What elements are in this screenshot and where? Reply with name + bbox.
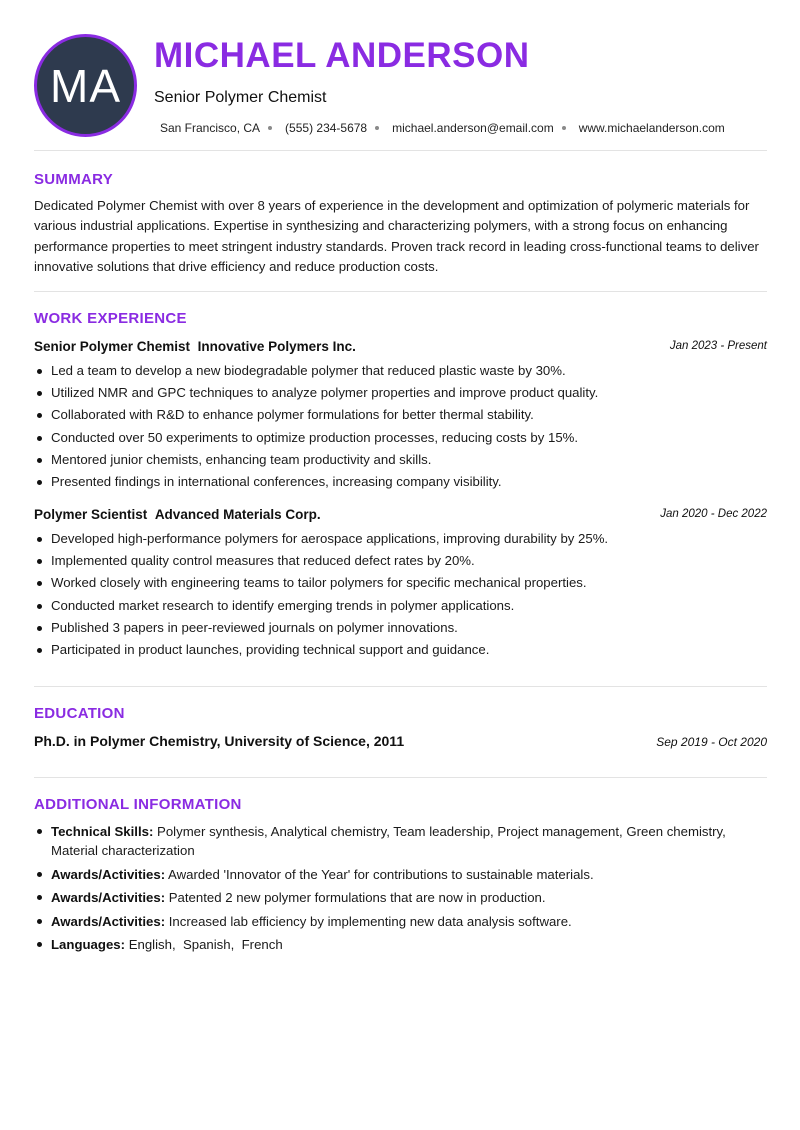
list-item: Utilized NMR and GPC techniques to analyze polymer properties and improve product quality. xyxy=(34,384,767,402)
separator-dot xyxy=(375,126,379,130)
contact-website[interactable]: www.michaelanderson.com xyxy=(578,121,725,135)
candidate-name: MICHAEL ANDERSON xyxy=(154,36,530,75)
additional-heading: ADDITIONAL INFORMATION xyxy=(34,796,242,813)
contact-phone[interactable]: (555) 234-5678 xyxy=(285,121,368,135)
job-role: Polymer Scientist xyxy=(34,507,148,522)
list-item xyxy=(34,865,767,884)
job-header xyxy=(34,507,767,527)
list-item: Published 3 papers in peer-reviewed journals on polymer innovations. xyxy=(34,619,767,637)
resume-header xyxy=(34,34,767,138)
contact-location: San Francisco, CA xyxy=(160,121,261,135)
experience-heading: WORK EXPERIENCE xyxy=(34,310,187,327)
additional-list xyxy=(34,822,767,959)
list-item xyxy=(34,888,767,907)
award-text: Increased lab efficiency by implementing new data analysis software. xyxy=(168,913,572,929)
list-item: Conducted over 50 experiments to optimize production processes, reducing costs by 15%. xyxy=(34,429,767,447)
candidate-title: Senior Polymer Chemist xyxy=(154,89,327,106)
awards-label: Awards/Activities: xyxy=(51,866,166,882)
job-company: Innovative Polymers Inc. xyxy=(197,339,356,354)
award-text: Patented 2 new polymer formulations that are now in production. xyxy=(168,890,546,905)
language: French xyxy=(241,937,283,952)
summary-heading: SUMMARY xyxy=(34,171,114,188)
job-title-line xyxy=(34,507,321,522)
degree: Ph.D. in Polymer Chemistry, University of Science, 2011 xyxy=(34,733,405,749)
section-divider xyxy=(34,291,767,292)
job-title-line xyxy=(34,339,356,354)
list-item: Presented findings in international conferences, increasing company visibility. xyxy=(34,473,767,491)
award-text: Awarded 'Innovator of the Year' for contributions to sustainable materials. xyxy=(168,866,594,882)
language: Spanish , xyxy=(183,937,242,952)
list-item xyxy=(34,935,767,954)
awards-label: Awards/Activities: xyxy=(51,890,166,905)
job-company: Advanced Materials Corp. xyxy=(154,507,321,522)
avatar-initials: MA xyxy=(50,59,121,112)
list-item: Participated in product launches, providing technical support and guidance. xyxy=(34,641,767,659)
contact-info xyxy=(160,121,725,135)
awards-label: Awards/Activities: xyxy=(51,913,166,929)
list-item: Implemented quality control measures that reduced defect rates by 20%. xyxy=(34,552,767,570)
education-heading: EDUCATION xyxy=(34,705,125,722)
list-item: Worked closely with engineering teams to tailor polymers for specific mechanical properties. xyxy=(34,574,767,592)
job-bullets xyxy=(34,530,767,663)
skills-text: Polymer synthesis, Analytical chemistry, Team leadership, Project management, Green chemistry, Material characterization xyxy=(51,824,726,858)
list-item: Developed high-performance polymers for aerospace applications, improving durability by 25%. xyxy=(34,530,767,548)
job-role: Senior Polymer Chemist xyxy=(34,339,191,354)
language: English , xyxy=(129,937,183,952)
skills-label: Technical Skills: xyxy=(51,824,154,839)
list-item: Mentored junior chemists, enhancing team productivity and skills. xyxy=(34,451,767,469)
job-dates: Jan 2023 - Present xyxy=(669,340,767,352)
list-item xyxy=(34,912,767,931)
education-dates: Sep 2019 - Oct 2020 xyxy=(656,735,767,749)
job-bullets xyxy=(34,362,767,495)
avatar xyxy=(34,34,137,137)
list-item: Led a team to develop a new biodegradable polymer that reduced plastic waste by 30%. xyxy=(34,362,767,380)
job-dates: Jan 2020 - Dec 2022 xyxy=(660,508,767,520)
contact-email[interactable]: michael.anderson@email.com xyxy=(392,121,554,135)
languages-label: Languages: xyxy=(51,937,126,952)
list-item: Collaborated with R&D to enhance polymer formulations for better thermal stability. xyxy=(34,406,767,424)
separator-dot xyxy=(268,126,272,130)
section-divider xyxy=(34,686,767,687)
education-entry xyxy=(34,733,767,753)
list-item xyxy=(34,822,767,860)
separator-dot xyxy=(562,126,566,130)
list-item: Conducted market research to identify emerging trends in polymer applications. xyxy=(34,597,767,615)
section-divider xyxy=(34,150,767,151)
job-header xyxy=(34,339,767,359)
summary-text: Dedicated Polymer Chemist with over 8 years of experience in the development and optimization of polymeric materials for various industrial applications. Expertise in synthesizing and characterizing polymers, with a strong focus on enhancing performance properties to meet stringent industry standards. Proven track record in leading cross-functional teams to deliver innovative solutions that drive efficiency and reduce production costs. xyxy=(34,198,759,274)
section-divider xyxy=(34,777,767,778)
